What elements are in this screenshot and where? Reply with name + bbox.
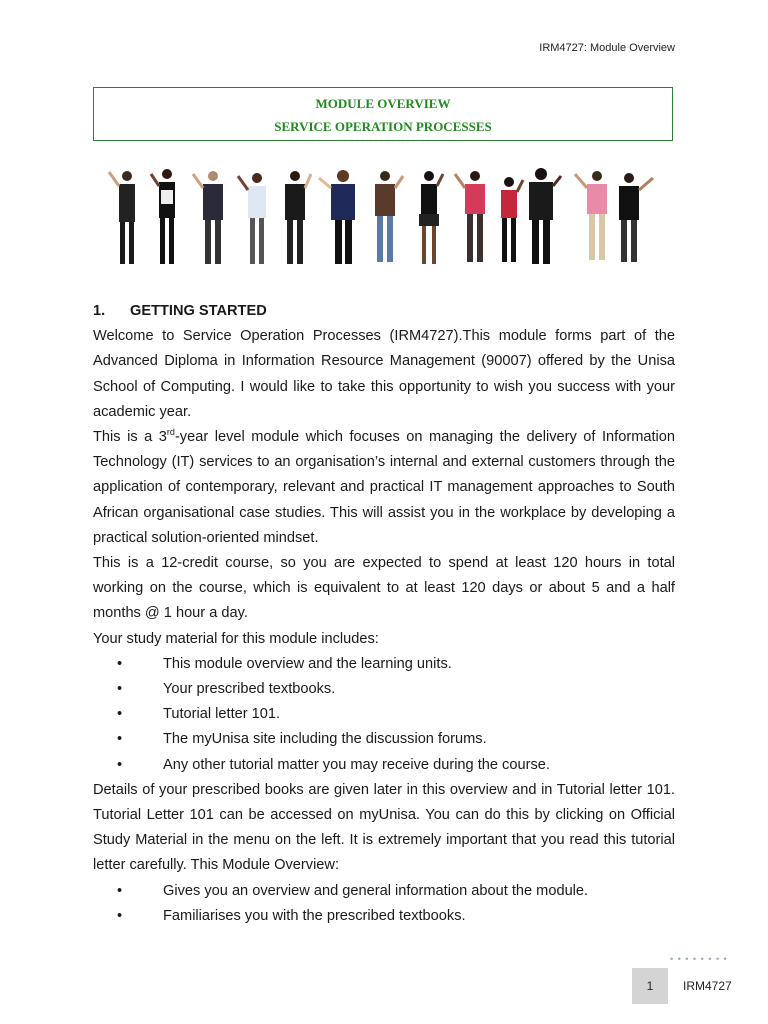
paragraph-welcome: Welcome to Service Operation Processes (IRM4727).This module forms part of the Advanced Diploma in Information Resource Management (90007) offered by the Unisa School of Computing. I would like to take this opportunity to wish you success with your academic year.: [93, 328, 675, 420]
ordinal-superscript: rd: [166, 427, 175, 438]
bullet: •: [117, 731, 123, 748]
module-title: MODULE OVERVIEW: [315, 96, 451, 111]
person-figure: [375, 171, 403, 262]
person-figure: [193, 171, 223, 264]
paragraph-module-focus: [93, 425, 675, 551]
person-figure: [419, 171, 443, 264]
list-item-text: Any other tutorial matter you may receive during the course.: [163, 756, 550, 773]
person-figure: [319, 170, 355, 264]
section-heading: [93, 299, 675, 324]
paragraph-module-focus-rest: -year level module which focuses on managing the delivery of Information Technology (IT) services to an organisation’s internal and external customers through the application of contemporary, relevant and practical IT management approaches to South African organisational case studies. This will assist you in the workplace by developing a practical solution-oriented mindset.: [93, 429, 675, 546]
list-item-text: This module overview and the learning units.: [163, 655, 452, 672]
bullet: •: [117, 882, 123, 899]
page-number: 1: [632, 968, 668, 1004]
list-item: [93, 652, 675, 677]
document-body: [93, 299, 675, 929]
paragraph-prescribed-books: Details of your prescribed books are given later in this overview and in Tutorial letter 101. Tutorial Letter 101 can be accessed on myUnisa. You can do this by clicking on Official Study Material in the menu on the left. It is extremely important that you read this tutorial letter carefully. This Module Overview:: [93, 781, 675, 874]
person-figure: [501, 177, 523, 262]
people-illustration: [105, 164, 665, 272]
module-overview-list: [93, 879, 675, 929]
paragraph-study-material-intro: Your study material for this module includes:: [93, 630, 379, 647]
person-figure: [238, 173, 266, 264]
study-material-list: [93, 652, 675, 778]
list-item: [93, 727, 675, 752]
list-item: [93, 753, 675, 778]
list-item: [93, 677, 675, 702]
module-subtitle: SERVICE OPERATION PROCESSES: [274, 119, 492, 134]
list-item-text: Tutorial letter 101.: [163, 706, 281, 723]
list-item-text: Familiarises you with the prescribed textbooks.: [163, 907, 466, 924]
list-item-text: Your prescribed textbooks.: [163, 681, 336, 698]
list-item: [93, 879, 675, 904]
section-number: 1.: [93, 303, 106, 319]
bullet: •: [117, 655, 123, 672]
person-figure: [529, 168, 561, 264]
list-item-text: Gives you an overview and general information about the module.: [163, 882, 589, 899]
person-figure: [285, 171, 311, 264]
list-item: [93, 904, 675, 929]
person-figure: [109, 171, 135, 264]
section-title: GETTING STARTED: [130, 303, 267, 319]
running-header: IRM4727: Module Overview: [539, 42, 675, 54]
module-title-box: [93, 87, 673, 141]
bullet: •: [117, 706, 123, 723]
footer-module-code: IRM4727: [683, 979, 732, 993]
list-item-text: The myUnisa site including the discussion forums.: [163, 731, 487, 748]
person-figure: [619, 173, 653, 262]
person-figure: [151, 169, 175, 264]
paragraph-credits: This is a 12-credit course, so you are expected to spend at least 120 hours in total working on the course, which is equivalent to at least 120 days or about 5 and a half months @ 1 hour a day.: [93, 555, 675, 622]
paragraph-module-focus-start: This is a 3: [93, 429, 167, 446]
person-figure: [455, 171, 485, 262]
person-figure: [575, 171, 607, 260]
bullet: •: [117, 756, 123, 773]
list-item: [93, 702, 675, 727]
bullet: •: [117, 907, 123, 924]
footer-dots: • • • • • • • •: [670, 954, 728, 964]
bullet: •: [117, 681, 123, 698]
